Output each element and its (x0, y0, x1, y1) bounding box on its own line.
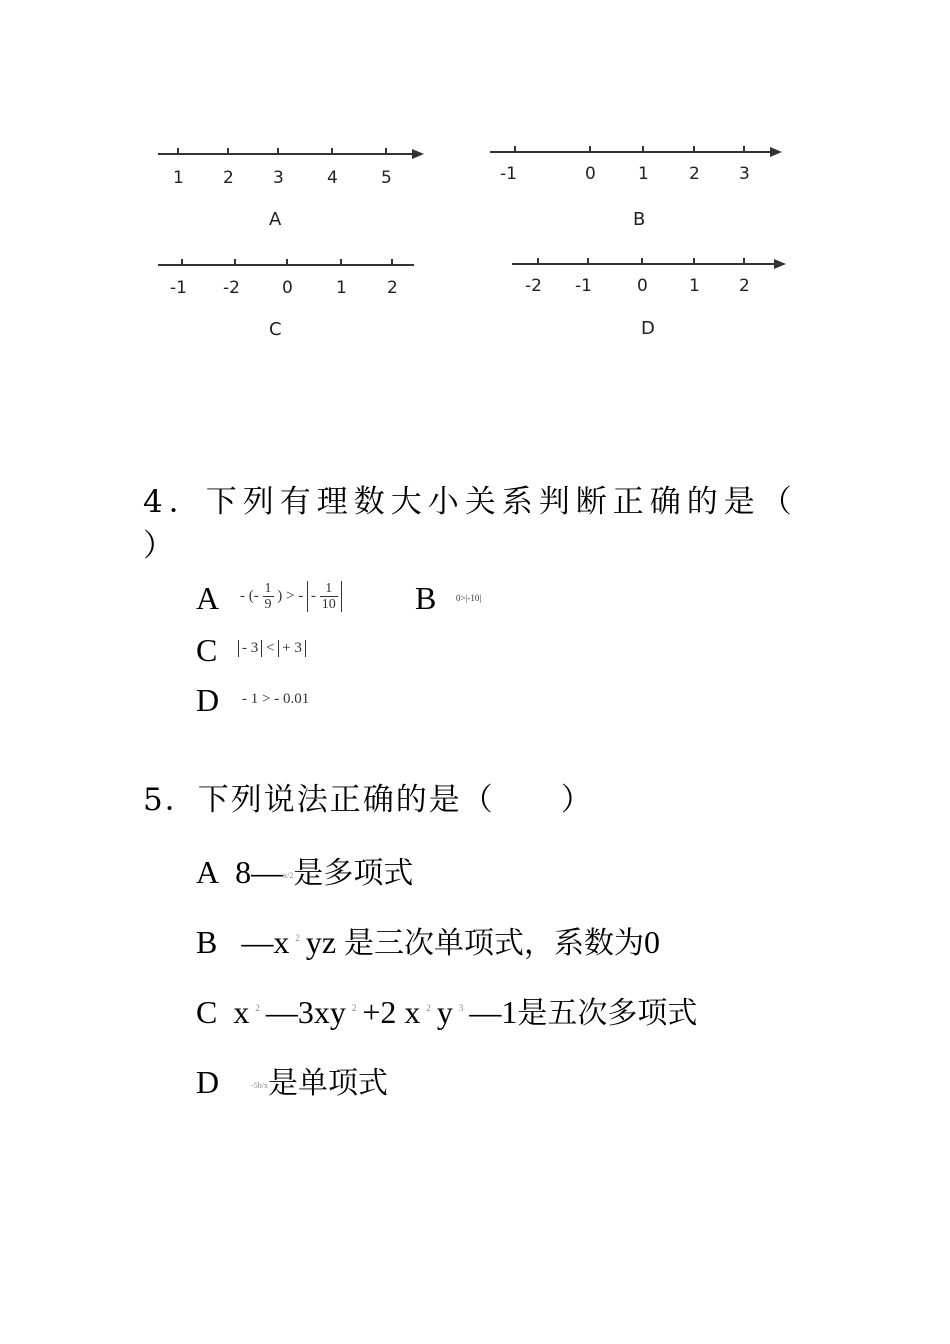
q4-a-frac2-num: 1 (320, 581, 338, 597)
q4-a-frac1-den: 9 (264, 597, 272, 612)
q5-d-fraction: -5b/x (251, 1080, 268, 1090)
tick-label: -2 (223, 278, 240, 298)
tick-label: 4 (327, 168, 338, 188)
number-line-d (502, 245, 792, 345)
q5-b-letter: B (196, 924, 218, 960)
q4-a-absolute-value (307, 581, 342, 612)
tick-label: 3 (739, 164, 750, 184)
q5-a-text: 是多项式 (293, 856, 414, 891)
q4-a-mid: ) > - (277, 587, 304, 604)
q4-option-d-expression: - 1 > - 0.01 (242, 691, 310, 707)
q5-c-p4: y (436, 994, 453, 1030)
tick-label: 0 (637, 276, 648, 296)
tick-label: 2 (689, 164, 700, 184)
tick-label: -2 (525, 276, 542, 296)
number-line-c (150, 246, 430, 346)
q4-option-b-expression: 0>|-10| (456, 593, 482, 603)
number-line-caption: D (641, 318, 655, 339)
q4-option-b-letter: B (415, 580, 437, 616)
q5-c-s3: 2 (426, 1003, 431, 1014)
q4-c-op: < (266, 640, 275, 656)
tick-label: 0 (585, 164, 596, 184)
q4-a-lhs: - (- (240, 587, 259, 604)
q5-b-tail: 0 (644, 924, 661, 960)
question-4-stem (143, 480, 823, 568)
q5-a-math: 8— (235, 854, 284, 890)
q4-option-a-expression (240, 581, 342, 612)
q4-a-frac1-num: 1 (264, 581, 272, 596)
q4-c-abs-2: + 3 (278, 640, 306, 657)
q5-option-d (196, 1058, 388, 1102)
q4-a-fraction-1 (263, 581, 274, 612)
tick-label: 2 (387, 278, 398, 298)
tick-label: 1 (638, 164, 649, 184)
q4-option-a-letter: A (196, 580, 220, 616)
q4-a-frac2-den: 10 (321, 597, 336, 612)
q5-c-s2: 2 (351, 1003, 357, 1014)
q5-c-p5: —1 (469, 994, 518, 1030)
tick-label: 1 (173, 168, 184, 188)
q5-a-fraction: x/2 (283, 870, 294, 880)
tick-label: 2 (223, 168, 234, 188)
q5-c-letter: C (196, 994, 218, 1030)
number-line-b (480, 133, 790, 233)
number-line-caption: B (633, 209, 646, 230)
q5-option-b (196, 918, 660, 962)
tick-label: -1 (500, 164, 517, 184)
q5-c-s4: 3 (458, 1003, 464, 1014)
q5-c-text: 是五次多项式 (517, 996, 698, 1031)
q5-b-sup: 2 (295, 933, 300, 944)
q4-a-fraction-2 (320, 581, 338, 612)
q5-b-math1: —x (241, 924, 290, 960)
q5-b-text: 是三次单项式，系数为 (344, 926, 645, 961)
q5-c-s1: 2 (255, 1003, 260, 1014)
question-5-stem: 5．下列说法正确的是（ ） (143, 782, 594, 818)
q4-a-abs-prefix: - (310, 587, 316, 604)
tick-label: 3 (273, 168, 284, 188)
q5-c-p2: —3xy (265, 994, 346, 1030)
q5-c-p1: x (233, 994, 250, 1030)
tick-label: -1 (170, 278, 187, 298)
question-4-stem-line2: ） (143, 528, 180, 564)
tick-label: -1 (575, 276, 592, 296)
question-4-stem-line1: 4．下列有理数大小关系判断正确的是（ (143, 484, 798, 520)
q5-d-letter: D (196, 1064, 220, 1100)
tick-label: 2 (739, 276, 750, 296)
q5-b-math2: yz (305, 924, 337, 960)
q4-c-abs-1: - 3 (238, 640, 262, 657)
tick-label: 1 (689, 276, 700, 296)
tick-label: 0 (282, 278, 293, 298)
tick-label: 1 (336, 278, 347, 298)
q5-a-letter: A (196, 854, 220, 890)
q5-option-a (196, 848, 413, 892)
number-line-a (150, 135, 440, 235)
tick-label: 5 (381, 168, 392, 188)
number-line-caption: A (269, 209, 282, 230)
q4-option-c-letter: C (196, 632, 218, 668)
q5-option-c (196, 988, 697, 1032)
q5-d-text: 是单项式 (268, 1066, 388, 1101)
q5-c-p3: +2 x (362, 994, 421, 1030)
q4-option-d-letter: D (196, 682, 220, 718)
number-line-caption: C (269, 319, 282, 340)
q4-option-c-expression (238, 640, 306, 657)
